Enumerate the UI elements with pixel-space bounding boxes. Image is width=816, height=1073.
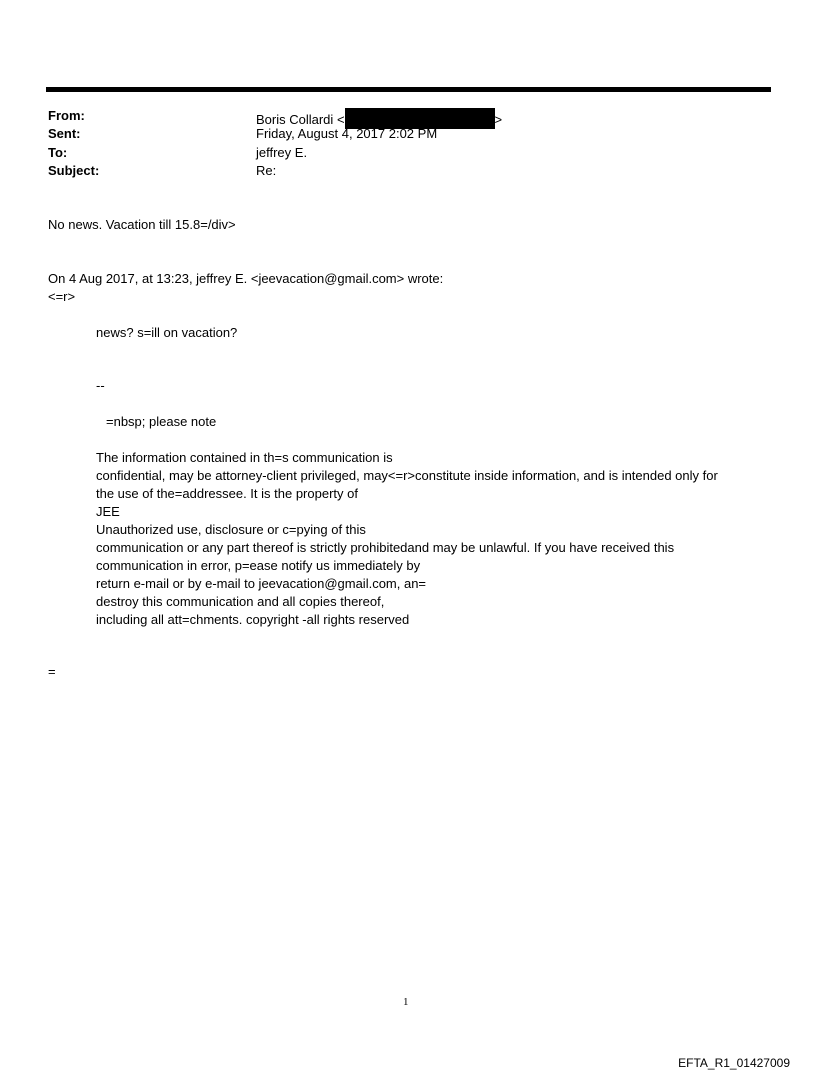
disclaimer-line: JEE — [96, 504, 120, 519]
please-note: =nbsp; please note — [106, 414, 217, 429]
disclaimer-line: communication in error, p=ease notify us immediately by — [96, 558, 421, 573]
sent-label: Sent: — [48, 126, 81, 141]
from-close-bracket: > — [494, 112, 503, 127]
to-value: jeffrey E. — [256, 145, 308, 160]
quoted-message: news? s=ill on vacation? — [96, 325, 238, 340]
from-label: From: — [48, 108, 85, 123]
trailing-equals: = — [48, 664, 56, 679]
disclaimer-line: return e-mail or by e-mail to jeevacation@gmail.com, an= — [96, 576, 427, 591]
sent-value: Friday, August 4, 2017 2:02 PM — [256, 126, 438, 141]
quote-intro: On 4 Aug 2017, at 13:23, jeffrey E. <jeevacation@gmail.com> wrote: — [48, 271, 444, 286]
disclaimer-line: destroy this communication and all copies thereof, — [96, 594, 385, 609]
disclaimer-line: the use of the=addressee. It is the property of — [96, 486, 358, 501]
disclaimer-line: The information contained in th=s communication is — [96, 450, 393, 465]
from-open-bracket: < — [336, 112, 345, 127]
from-name: Boris Collardi — [256, 112, 334, 127]
to-label: To: — [48, 145, 68, 160]
header-rule — [46, 87, 771, 92]
reply-text: No news. Vacation till 15.8=/div> — [48, 217, 236, 232]
page-number: 1 — [403, 996, 409, 1008]
disclaimer-line: communication or any part thereof is strictly prohibitedand may be unlawful. If you have received this — [96, 540, 675, 555]
disclaimer-line: including all att=chments. copyright -all rights reserved — [96, 612, 410, 627]
quote-marker: <=r> — [48, 289, 76, 304]
signature-dash: -- — [96, 378, 105, 393]
disclaimer-line: Unauthorized use, disclosure or c=pying of this — [96, 522, 366, 537]
document-id: EFTA_R1_01427009 — [678, 1056, 790, 1070]
disclaimer-line: confidential, may be attorney-client privileged, may<=r>constitute inside information, and is intended only for — [96, 468, 718, 483]
subject-label: Subject: — [48, 163, 100, 178]
subject-value: Re: — [256, 163, 277, 178]
